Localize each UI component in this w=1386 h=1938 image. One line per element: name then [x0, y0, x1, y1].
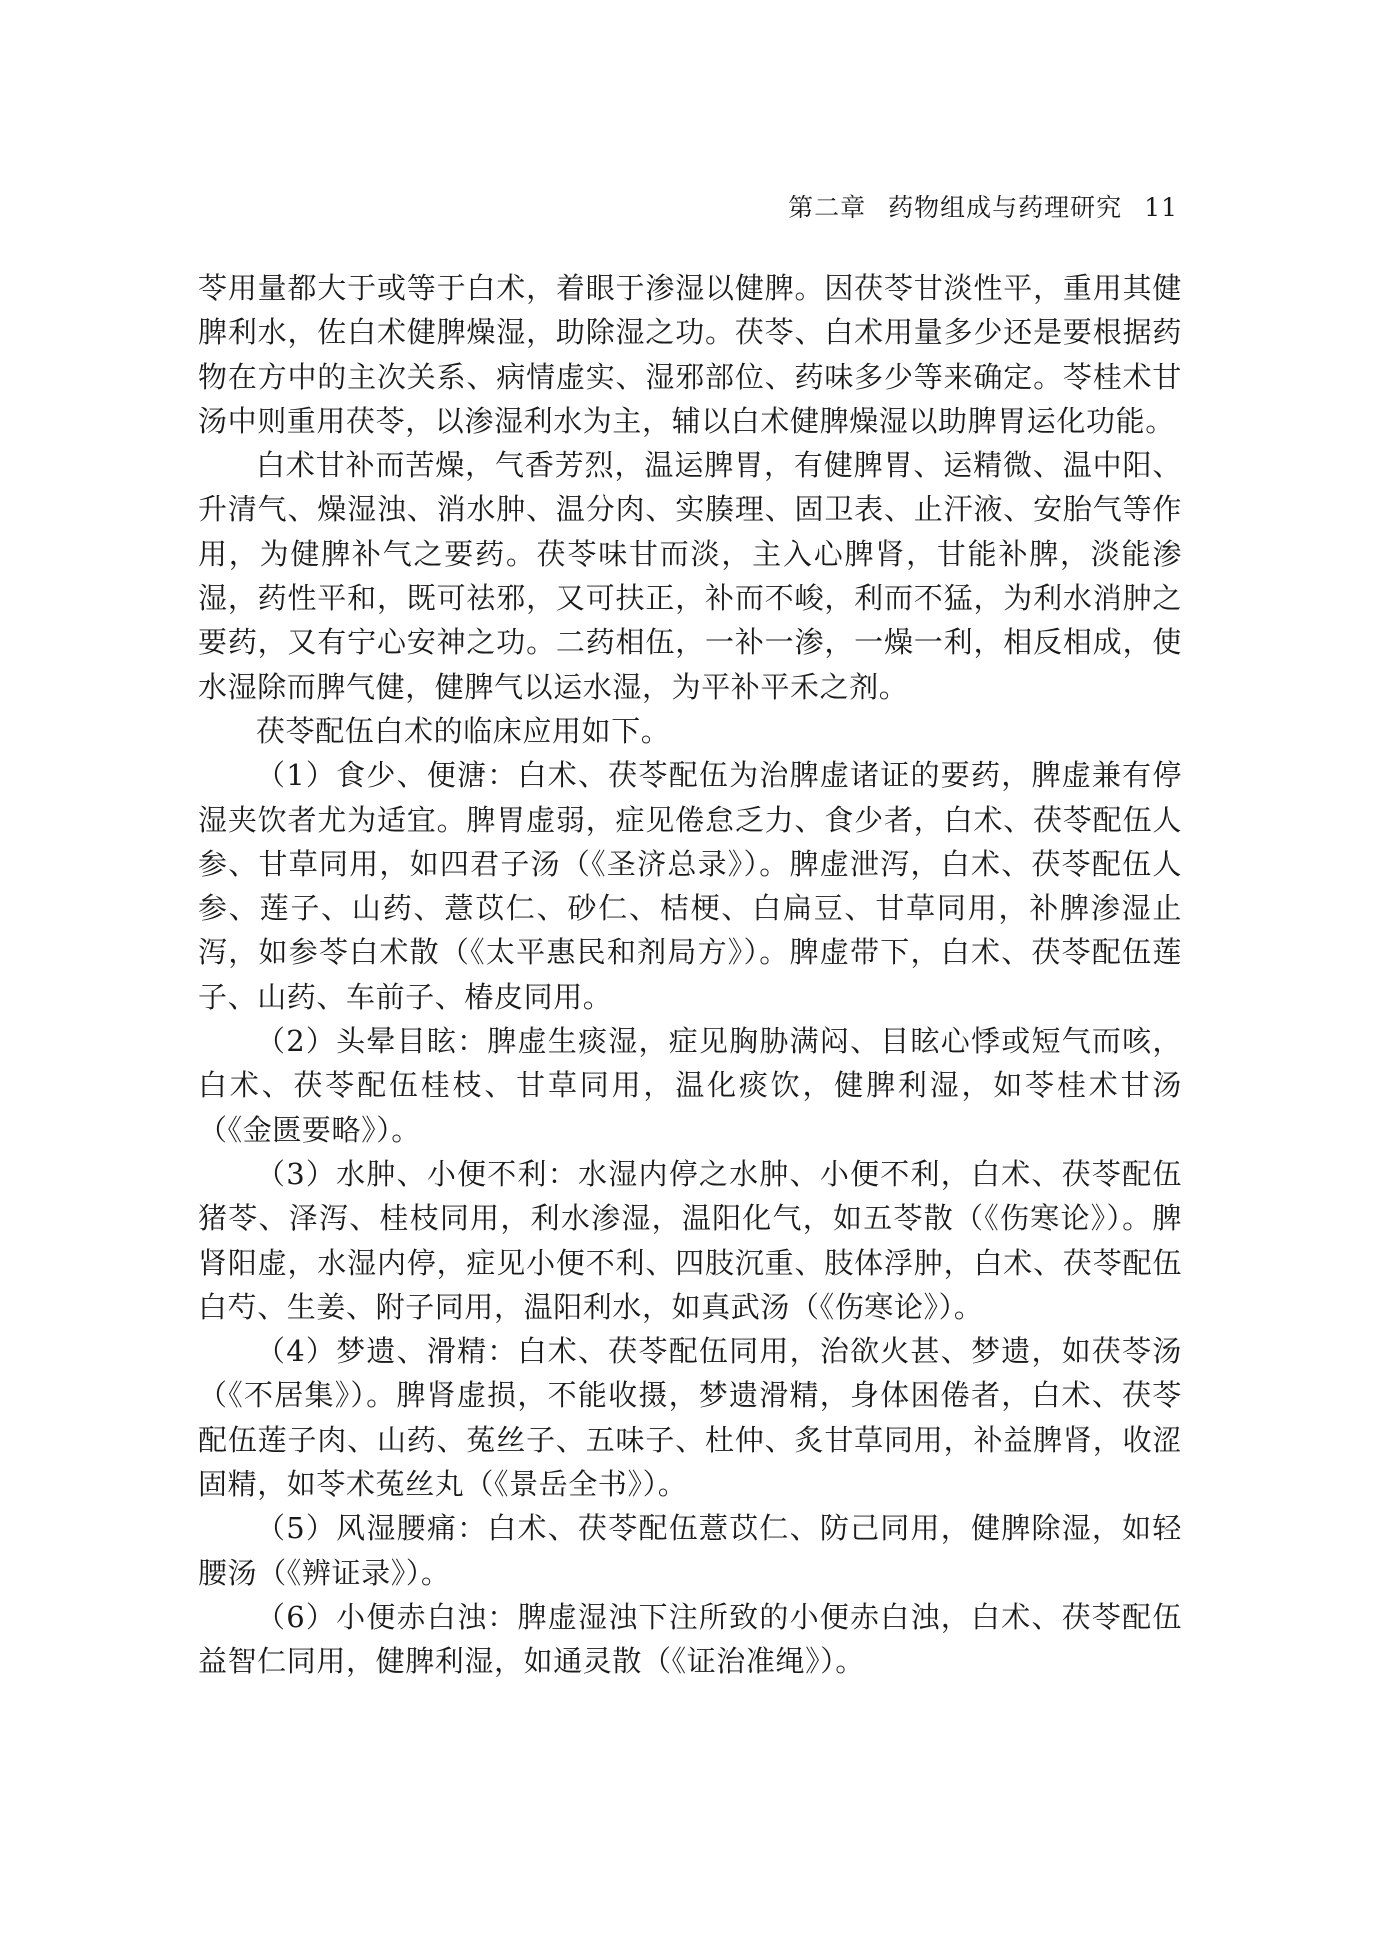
- chapter-label: 第二章: [788, 193, 867, 222]
- body-text: [198, 266, 1182, 1684]
- paragraph-item-5: （5）风湿腰痛：白术、茯苓配伍薏苡仁、防己同用，健脾除湿，如轻腰汤（《辨证录》）。: [198, 1511, 1182, 1590]
- paragraph-item-3: （3）水肿、小便不利：水湿内停之水肿、小便不利，白术、茯苓配伍猪苓、泽泻、桂枝同用，利水渗湿，温阳化气，如五苓散（《伤寒论》）。脾肾阳虚，水湿内停，症见小便不利、四肢沉重、肢体浮肿，白术、茯苓配伍白芍、生姜、附子同用，温阳利水，如真武汤（《伤寒论》）。: [198, 1156, 1182, 1324]
- paragraph-continuation: 苓用量都大于或等于白术，着眼于渗湿以健脾。因茯苓甘淡性平，重用其健脾利水，佐白术健脾燥湿，助除湿之功。茯苓、白术用量多少还是要根据药物在方中的主次关系、病情虚实、湿邪部位、药味多少等来确定。苓桂术甘汤中则重用茯苓，以渗湿利水为主，辅以白术健脾燥湿以助脾胃运化功能。: [198, 271, 1182, 438]
- paragraph-item-4: （4）梦遗、滑精：白术、茯苓配伍同用，治欲火甚、梦遗，如茯苓汤（《不居集》）。脾肾虚损，不能收摄，梦遗滑精，身体困倦者，白术、茯苓配伍莲子肉、山药、菟丝子、五味子、杜仲、炙甘草同用，补益脾肾，收涩固精，如苓术菟丝丸（《景岳全书》）。: [198, 1334, 1182, 1502]
- paragraph-item-2: （2）头晕目眩：脾虚生痰湿，症见胸胁满闷、目眩心悸或短气而咳，白术、茯苓配伍桂枝、甘草同用，温化痰饮，健脾利湿，如苓桂术甘汤（《金匮要略》）。: [198, 1024, 1182, 1147]
- running-head: [788, 192, 1178, 224]
- paragraph-item-6: （6）小便赤白浊：脾虚湿浊下注所致的小便赤白浊，白术、茯苓配伍益智仁同用，健脾利湿，如通灵散（《证治准绳》）。: [198, 1599, 1182, 1679]
- chapter-title: 药物组成与药理研究: [888, 193, 1123, 222]
- paragraph-clinical-intro: 茯苓配伍白术的临床应用如下。: [256, 713, 671, 748]
- page-number: 11: [1144, 193, 1178, 222]
- paragraph-baizhu-fuling-properties: 白术甘补而苦燥，气香芳烈，温运脾胃，有健脾胃、运精微、温中阳、升清气、燥湿浊、消水肿、温分肉、实腠理、固卫表、止汗液、安胎气等作用，为健脾补气之要药。茯苓味甘而淡，主入心脾肾，甘能补脾，淡能渗湿，药性平和，既可祛邪，又可扶正，补而不峻，利而不猛，为利水消肿之要药，又有宁心安神之功。二药相伍，一补一渗，一燥一利，相反相成，使水湿除而脾气健，健脾气以运水湿，为平补平禾之剂。: [198, 448, 1182, 704]
- paragraph-item-1: （1）食少、便溏：白术、茯苓配伍为治脾虚诸证的要药，脾虚兼有停湿夹饮者尤为适宜。脾胃虚弱，症见倦怠乏力、食少者，白术、茯苓配伍人参、甘草同用，如四君子汤（《圣济总录》）。脾虚泄泻，白术、茯苓配伍人参、莲子、山药、薏苡仁、砂仁、桔梗、白扁豆、甘草同用，补脾渗湿止泻，如参苓白术散（《太平惠民和剂局方》）。脾虚带下，白术、茯苓配伍莲子、山药、车前子、椿皮同用。: [198, 758, 1182, 1014]
